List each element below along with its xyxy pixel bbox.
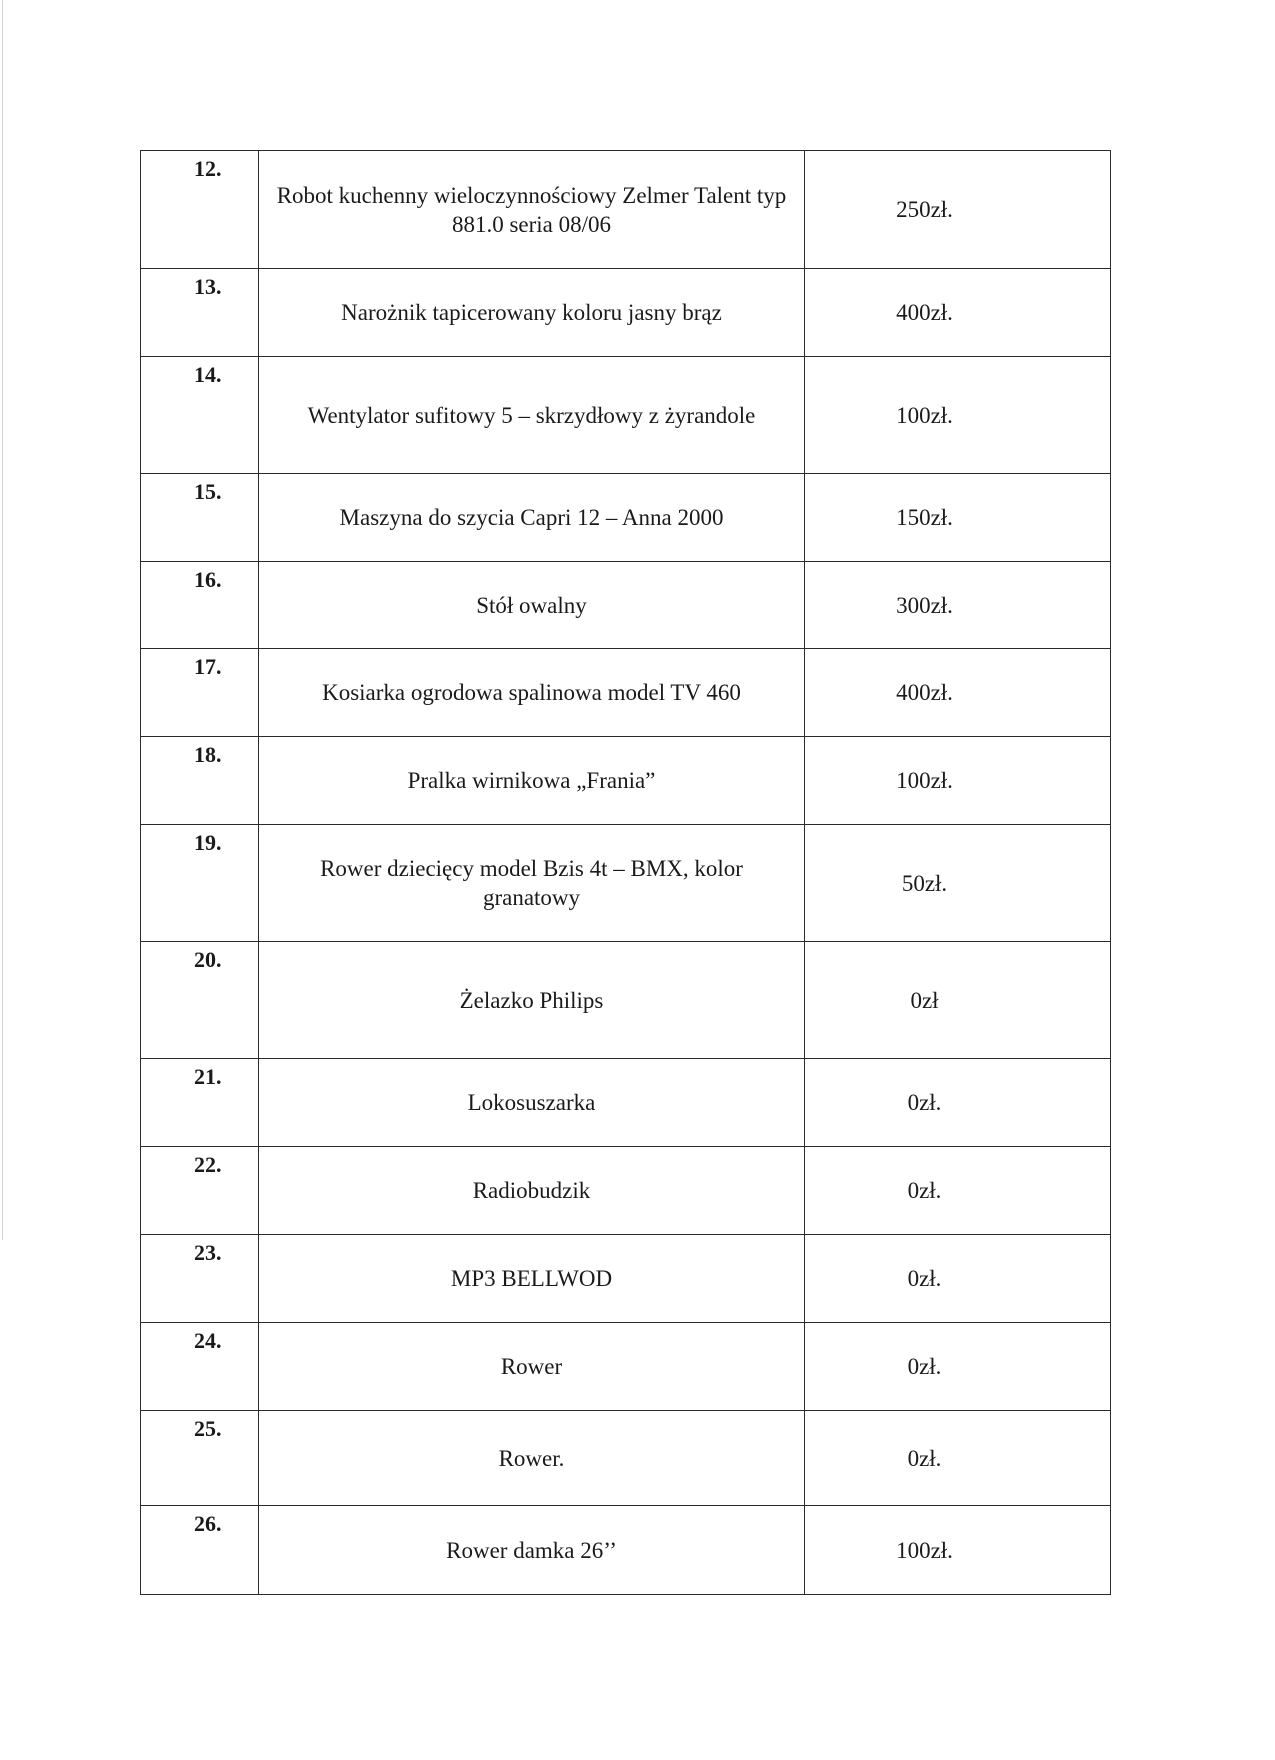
item-value-cell xyxy=(805,357,1111,474)
item-number: 15. xyxy=(194,479,222,504)
item-number-cell xyxy=(141,1059,259,1147)
item-value: 0zł. xyxy=(907,1090,942,1115)
item-description: MP3 BELLWOD xyxy=(450,1266,613,1291)
item-number: 13. xyxy=(194,274,222,299)
table-row xyxy=(141,1235,1111,1323)
item-value-cell xyxy=(805,649,1111,737)
item-value: 100zł. xyxy=(896,1537,953,1563)
table-row xyxy=(141,737,1111,825)
table-row xyxy=(141,825,1111,942)
item-value: 0zł. xyxy=(907,1266,942,1291)
item-number: 25. xyxy=(194,1416,222,1441)
item-description: Radiobudzik xyxy=(472,1178,591,1203)
item-description: Robot kuchenny wieloczynnościowy Zelmer Talent typ 881.0 seria 08/06 xyxy=(276,182,787,237)
item-description: Rower dziecięcy model Bzis 4t – BMX, kolor granatowy xyxy=(320,856,743,910)
item-value: 0zł xyxy=(910,987,939,1013)
table-row xyxy=(141,1147,1111,1235)
item-number-cell xyxy=(141,737,259,825)
table-row xyxy=(141,1506,1111,1595)
item-number-cell xyxy=(141,942,259,1059)
item-value-cell xyxy=(805,737,1111,825)
item-description-cell xyxy=(259,357,805,474)
item-number-cell xyxy=(141,649,259,737)
item-description-cell xyxy=(259,942,805,1059)
item-value: 300zł. xyxy=(896,592,953,618)
item-value-cell xyxy=(805,1506,1111,1595)
item-description-cell xyxy=(259,1059,805,1147)
item-number-cell xyxy=(141,1506,259,1595)
item-value-cell xyxy=(805,1059,1111,1147)
item-description: Wentylator sufitowy 5 – skrzydłowy z żyrandole xyxy=(307,402,756,428)
item-number: 17. xyxy=(194,654,222,679)
table-row xyxy=(141,562,1111,649)
scan-edge-line xyxy=(2,0,3,1240)
item-value: 400zł. xyxy=(896,300,953,325)
item-value-cell xyxy=(805,1235,1111,1323)
item-number-cell xyxy=(141,1147,259,1235)
item-number-cell xyxy=(141,1323,259,1411)
item-number-cell xyxy=(141,474,259,562)
table-row xyxy=(141,1411,1111,1506)
item-description: Rower xyxy=(500,1354,563,1379)
item-number: 12. xyxy=(194,156,222,181)
item-description: Rower. xyxy=(498,1445,565,1471)
item-value: 100zł. xyxy=(896,768,953,793)
item-value: 150zł. xyxy=(896,505,953,530)
item-description-cell xyxy=(259,737,805,825)
item-value: 0zł. xyxy=(907,1354,942,1379)
table-row xyxy=(141,151,1111,269)
item-value-cell xyxy=(805,1323,1111,1411)
item-number: 19. xyxy=(194,830,222,855)
item-description: Maszyna do szycia Capri 12 – Anna 2000 xyxy=(339,505,724,530)
item-value: 50zł. xyxy=(901,870,948,896)
item-description: Stół owalny xyxy=(476,592,587,618)
item-description-cell xyxy=(259,269,805,357)
item-description-cell xyxy=(259,825,805,942)
item-number: 18. xyxy=(194,742,222,767)
item-number-cell xyxy=(141,1235,259,1323)
item-description-cell xyxy=(259,1323,805,1411)
item-value: 100zł. xyxy=(896,402,953,428)
item-description: Pralka wirnikowa „Frania” xyxy=(407,768,656,793)
item-number-cell xyxy=(141,562,259,649)
item-description: Lokosuszarka xyxy=(467,1090,596,1115)
item-description-cell xyxy=(259,1506,805,1595)
item-value-cell xyxy=(805,151,1111,269)
item-description-cell xyxy=(259,1147,805,1235)
item-value-cell xyxy=(805,1411,1111,1506)
item-number-cell xyxy=(141,825,259,942)
item-number-cell xyxy=(141,269,259,357)
item-value-cell xyxy=(805,562,1111,649)
item-description: Narożnik tapicerowany koloru jasny brąz xyxy=(341,300,722,325)
item-description-cell xyxy=(259,1235,805,1323)
item-value-cell xyxy=(805,1147,1111,1235)
item-number: 20. xyxy=(194,947,222,972)
item-value: 250zł. xyxy=(896,197,953,222)
table-row xyxy=(141,649,1111,737)
table-row xyxy=(141,1059,1111,1147)
table-row xyxy=(141,474,1111,562)
table-row xyxy=(141,942,1111,1059)
item-number: 26. xyxy=(194,1511,222,1536)
item-value-cell xyxy=(805,474,1111,562)
inventory-table xyxy=(140,150,1111,1595)
table-row xyxy=(141,357,1111,474)
item-description-cell xyxy=(259,649,805,737)
item-number-cell xyxy=(141,357,259,474)
table-row xyxy=(141,1323,1111,1411)
table-row xyxy=(141,269,1111,357)
item-value: 0zł. xyxy=(907,1178,942,1203)
item-value-cell xyxy=(805,825,1111,942)
item-number: 24. xyxy=(194,1328,222,1353)
item-description: Rower damka 26’’ xyxy=(446,1537,617,1563)
item-description-cell xyxy=(259,562,805,649)
item-number: 23. xyxy=(194,1240,222,1265)
item-number-cell xyxy=(141,1411,259,1506)
item-number: 16. xyxy=(194,567,222,592)
item-value: 400zł. xyxy=(896,680,953,705)
item-description: Kosiarka ogrodowa spalinowa model TV 460 xyxy=(322,680,741,705)
item-description-cell xyxy=(259,151,805,269)
item-value-cell xyxy=(805,269,1111,357)
item-description-cell xyxy=(259,1411,805,1506)
item-number: 22. xyxy=(194,1152,222,1177)
item-value: 0zł. xyxy=(907,1445,942,1471)
item-value-cell xyxy=(805,942,1111,1059)
item-description: Żelazko Philips xyxy=(459,987,604,1013)
item-number-cell xyxy=(141,151,259,269)
item-number: 21. xyxy=(194,1064,222,1089)
item-description-cell xyxy=(259,474,805,562)
item-number: 14. xyxy=(194,362,222,387)
